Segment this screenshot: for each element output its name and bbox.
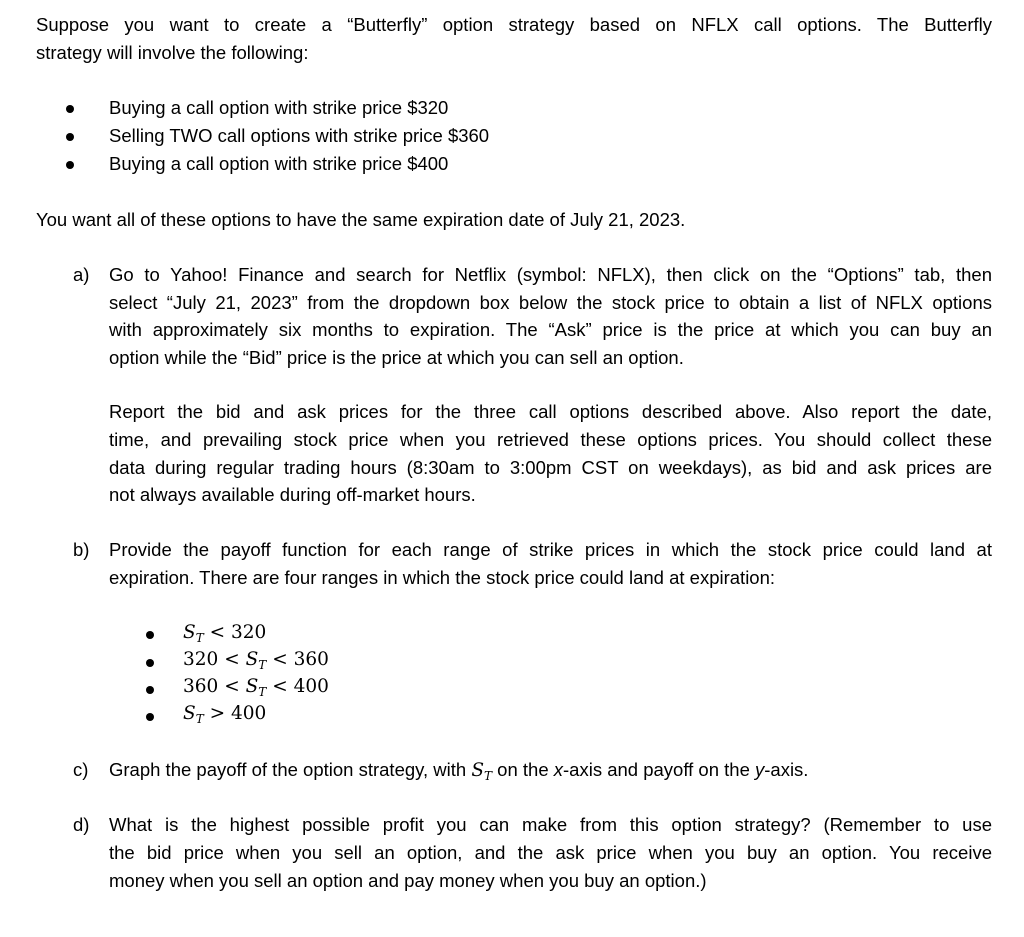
part-a-p2-line-1: Report the bid and ask prices for the three call options described above. Also report the date, <box>109 401 992 422</box>
part-d-line-2: the bid price when you sell an option, and the ask price when you buy an option. You receive <box>109 842 992 863</box>
strategy-leg-1: Buying a call option with strike price $320 <box>109 97 449 118</box>
range-1: $S_T < 320$ <box>183 622 267 645</box>
bullet-icon <box>66 133 74 141</box>
range-2: $320 < S_T < 360$ <box>183 649 329 672</box>
bullet-icon <box>146 631 154 639</box>
part-a-line-4: option while the “Bid” price is the price at which you can sell an option. <box>109 347 684 368</box>
part-b-line-1: Provide the payoff function for each range of strike prices in which the stock price could land at <box>109 539 992 560</box>
part-b-line-2: expiration. There are four ranges in which the stock price could land at expiration: <box>109 567 776 588</box>
part-a-label: a) <box>73 264 90 285</box>
bullet-icon <box>146 659 154 667</box>
strategy-leg-3: Buying a call option with strike price $400 <box>109 153 449 174</box>
part-a-line-2: select “July 21, 2023” from the dropdown box below the stock price to obtain a list of NFLX options <box>109 292 992 313</box>
expiration-note: You want all of these options to have the same expiration date of July 21, 2023. <box>36 209 686 230</box>
part-a-line-1: Go to Yahoo! Finance and search for Netflix (symbol: NFLX), then click on the “Options” tab, then <box>109 264 992 285</box>
part-d-label: d) <box>73 814 90 835</box>
part-d-line-1: What is the highest possible profit you can make from this option strategy? (Remember to use <box>109 814 992 835</box>
range-3: $360 < S_T < 400$ <box>183 676 329 699</box>
part-c-text: Graph the payoff of the option strategy, with $S_T$ on the x-axis and payoff on the y-axis. <box>109 759 809 783</box>
bullet-icon <box>146 686 154 694</box>
intro-line-1: Suppose you want to create a “Butterfly” option strategy based on NFLX call options. The Butterfly <box>36 14 992 35</box>
strategy-leg-2: Selling TWO call options with strike price $360 <box>109 125 490 146</box>
part-c-label: c) <box>73 759 89 780</box>
bullet-icon <box>66 161 74 169</box>
part-a-line-3: with approximately six months to expiration. The “Ask” price is the price at which you can buy an <box>109 319 992 340</box>
bullet-icon <box>146 713 154 721</box>
part-d-line-3: money when you sell an option and pay money when you buy an option.) <box>109 870 707 891</box>
part-b-label: b) <box>73 539 90 560</box>
part-a-p2-line-4: not always available during off-market hours. <box>109 484 476 505</box>
intro-line-2: strategy will involve the following: <box>36 42 309 63</box>
part-a-p2-line-3: data during regular trading hours (8:30am to 3:00pm CST on weekdays), as bid and ask prices are <box>109 457 992 478</box>
part-a-p2-line-2: time, and prevailing stock price when you retrieved these options prices. You should collect these <box>109 429 992 450</box>
bullet-icon <box>66 105 74 113</box>
range-4: $S_T > 400$ <box>183 703 267 726</box>
